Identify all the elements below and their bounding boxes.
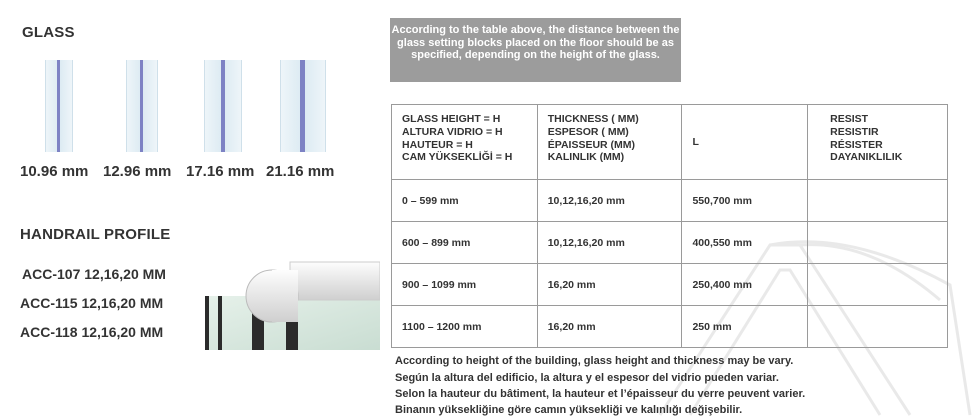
glass-sample-3: [204, 60, 234, 152]
glass-label-1: 10.96 mm: [20, 163, 89, 180]
glass-title: GLASS: [22, 24, 75, 41]
cell-height: 600 – 899 mm: [392, 222, 538, 264]
cell-height: 900 – 1099 mm: [392, 264, 538, 306]
cell-thickness: 10,12,16,20 mm: [537, 180, 682, 222]
glass-sample-1: [45, 60, 75, 152]
glass-label-4: 21.16 mm: [266, 163, 335, 180]
footnote-fr: Selon la hauteur du bâtiment, la hauteur et l’épaisseur du verre peuvent varier.: [395, 388, 806, 400]
handrail-illustration: [200, 258, 380, 350]
glass-label-2: 12.96 mm: [103, 163, 172, 180]
note-box: According to the table above, the distance between the glass setting blocks placed on the floor should be as specified, depending on the height of the glass.: [390, 18, 681, 82]
cell-l: 250,400 mm: [682, 264, 808, 306]
header-glass-height: GLASS HEIGHT = H ALTURA VIDRIO = H HAUTEUR = H CAM YÜKSEKLİĞİ = H: [392, 105, 538, 180]
header-thickness: THICKNESS ( MM) ESPESOR ( MM) ÉPAISSEUR (MM) KALINLIK (MM): [537, 105, 682, 180]
footnote-en: According to height of the building, glass height and thickness may be vary.: [395, 355, 794, 367]
table-row: [392, 264, 948, 306]
cell-height: 1100 – 1200 mm: [392, 306, 538, 348]
cell-thickness: 16,20 mm: [537, 306, 682, 348]
footnote-tr: Binanın yüksekliğine göre camın yüksekliği ve kalınlığı değişebilir.: [395, 404, 743, 416]
glass-label-3: 17.16 mm: [186, 163, 255, 180]
table-row: [392, 222, 948, 264]
table-row: [392, 306, 948, 348]
handrail-title: HANDRAIL PROFILE: [20, 226, 171, 243]
table-row: [392, 180, 948, 222]
glass-sample-4: [280, 60, 310, 152]
header-l: L: [682, 105, 808, 180]
cell-l: 250 mm: [682, 306, 808, 348]
spec-table: [391, 104, 948, 348]
cell-height: 0 – 599 mm: [392, 180, 538, 222]
profile-line-2: ACC-115 12,16,20 MM: [20, 295, 164, 311]
cell-thickness: 10,12,16,20 mm: [537, 222, 682, 264]
footnote-es: Según la altura del edificio, la altura y el espesor del vidrio pueden variar.: [395, 372, 779, 384]
cell-l: 400,550 mm: [682, 222, 808, 264]
profile-line-1: ACC-107 12,16,20 MM: [22, 266, 166, 282]
header-resist: RESIST RESISTIR RÉSISTER DAYANIKLILIK: [808, 105, 948, 180]
cell-resist: [808, 222, 948, 264]
cell-resist: [808, 306, 948, 348]
cell-resist: [808, 264, 948, 306]
table-header-row: [392, 105, 948, 180]
cell-thickness: 16,20 mm: [537, 264, 682, 306]
glass-sample-2: [126, 60, 156, 152]
profile-line-3: ACC-118 12,16,20 MM: [20, 324, 164, 340]
cell-resist: [808, 180, 948, 222]
cell-l: 550,700 mm: [682, 180, 808, 222]
